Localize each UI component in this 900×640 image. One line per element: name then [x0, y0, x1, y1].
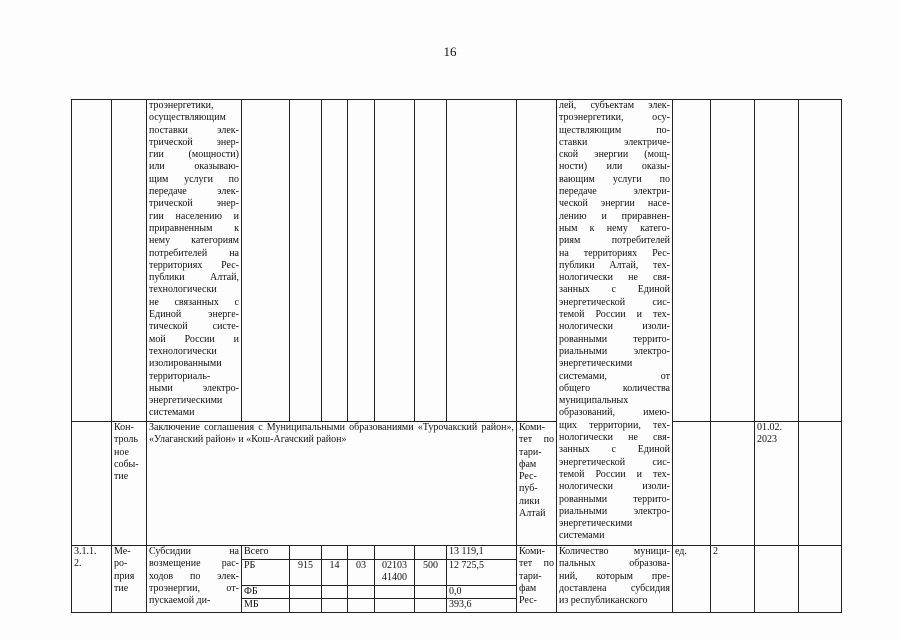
text-line: не связанных с	[149, 296, 239, 308]
text-line: 3.1.1.	[74, 546, 97, 557]
text-line: 01.02.	[757, 422, 782, 433]
text-line: пальных образова-	[559, 558, 670, 570]
text-line: тической систе-	[149, 321, 239, 333]
text-line: нологически не свя-	[559, 272, 670, 284]
text-line: системами	[149, 407, 195, 419]
text-line: ходов по элек-	[149, 570, 239, 582]
text-line: троэнергии, от-	[149, 582, 239, 594]
control-event-type	[114, 422, 144, 483]
text-line: нологически изоли-	[559, 321, 670, 333]
funding-gr	[290, 599, 322, 612]
funding-rz: 14	[322, 560, 348, 586]
text-line: прия	[114, 570, 135, 582]
text-line: темой России и тех-	[559, 468, 670, 480]
text-line: риальными электро-	[559, 345, 670, 357]
text-line: ное	[114, 446, 129, 458]
funding-rz	[322, 546, 348, 560]
funding-vr	[415, 546, 447, 560]
measure-number	[72, 546, 112, 613]
cell-source	[242, 100, 290, 422]
text-line: 2023	[757, 434, 777, 446]
measure-type-lines	[114, 546, 144, 595]
text-line: приравненным к	[149, 222, 239, 234]
text-line: энергетическими	[559, 358, 633, 370]
text-line: системами	[559, 530, 605, 542]
text-line: риям потребителей	[559, 235, 670, 247]
measure-type	[112, 546, 147, 613]
text-line: ными электро-	[149, 382, 239, 394]
text-line: Количество муници-	[559, 546, 670, 557]
funding-cs	[375, 599, 415, 612]
text-line: энергетическими	[559, 518, 633, 530]
text-line: мой России и	[149, 333, 239, 345]
text-line: нему категориям	[149, 235, 239, 247]
funding-gr	[290, 586, 322, 599]
text-line: тет по	[519, 558, 554, 570]
cell-executor	[517, 422, 557, 546]
measure-extra	[799, 546, 842, 613]
measure-date	[755, 546, 799, 613]
text-line: передаче электри-	[559, 186, 670, 198]
cell-executor	[517, 100, 557, 422]
text-line: тет по	[519, 434, 554, 446]
text-line: муниципальных	[559, 395, 629, 407]
text-line: образований, имею-	[559, 407, 670, 419]
text-line: из республиканского	[559, 595, 648, 607]
text-line: рованными террито-	[559, 333, 670, 345]
measure-number-lines	[74, 546, 109, 571]
cell-type	[112, 422, 147, 546]
funding-amount: 393,6	[447, 599, 517, 612]
funding-pr: 03	[348, 560, 375, 586]
funding-gr: 915	[290, 560, 322, 586]
description-lines	[149, 100, 239, 420]
text-line: энергетической сис-	[559, 296, 670, 308]
program-table	[71, 99, 842, 613]
text-line: ществляющим по-	[559, 124, 670, 136]
cell-unit	[673, 100, 711, 422]
measure-executor-lines	[519, 546, 554, 607]
text-line: Алтай	[519, 508, 546, 520]
cell-extra	[799, 100, 842, 422]
funding-amount: 0,0	[447, 586, 517, 599]
text-line: Коми-	[519, 546, 545, 557]
text-line: ро-	[114, 558, 128, 570]
text-line: нологически изоли-	[559, 481, 670, 493]
cell-amount	[447, 100, 517, 422]
text-line: осуществляющим	[149, 112, 226, 124]
measure-description-lines	[149, 546, 239, 607]
text-line: на территориях Рес-	[559, 247, 670, 259]
page-number: 16	[443, 44, 457, 59]
funding-pr	[348, 599, 375, 612]
cell-number	[72, 422, 112, 546]
text-line: троэнергетики, осу-	[559, 112, 670, 124]
text-line: передаче элек-	[149, 186, 239, 198]
cell-type	[112, 100, 147, 422]
text-line: Коми-	[519, 422, 545, 433]
text-line: ным к нему катего-	[559, 222, 670, 234]
funding-cs	[375, 546, 415, 560]
text-line: ставки электриче-	[559, 136, 670, 148]
funding-gr	[290, 546, 322, 560]
text-line: троэнергетики,	[149, 100, 214, 111]
table-row	[72, 422, 842, 546]
cell-date	[755, 100, 799, 422]
control-event-executor	[519, 422, 554, 520]
text-line: ской энергии (мощ-	[559, 149, 670, 161]
text-line: технологически	[149, 284, 217, 296]
cell-extra	[799, 422, 842, 546]
text-line: лению и приравнен-	[559, 210, 670, 222]
funding-rz	[322, 599, 348, 612]
cell-unit	[673, 422, 711, 546]
funding-vr	[415, 599, 447, 612]
text-line: Рес-	[519, 595, 537, 607]
cell-pr	[348, 100, 375, 422]
cell-value	[711, 422, 755, 546]
funding-rz	[322, 586, 348, 599]
text-line: тари-	[519, 570, 542, 582]
text-line: нологически не свя-	[559, 432, 670, 444]
cell-date	[755, 422, 799, 546]
text-line: Субсидии на	[149, 546, 239, 557]
text-line: возмещение рас-	[149, 558, 239, 570]
text-line: изолированными	[149, 358, 222, 370]
cell-description	[147, 100, 242, 422]
funding-source: ФБ	[242, 586, 290, 599]
text-line: гии (мощности)	[149, 149, 239, 161]
text-line: территориях Рес-	[149, 259, 239, 271]
measure-description	[147, 546, 242, 613]
text-line: тари-	[519, 446, 542, 458]
text-line: ческой энергии насе-	[559, 198, 670, 210]
funding-cs	[375, 586, 415, 599]
text-line: ности) или оказы-	[559, 161, 670, 173]
cell-vr	[415, 100, 447, 422]
measure-indicator	[557, 546, 673, 613]
funding-amount: 12 725,5	[447, 560, 517, 586]
measure-indicator-lines	[559, 546, 670, 607]
text-line: щих территории, тех-	[559, 419, 670, 431]
funding-amount: 13 119,1	[447, 546, 517, 560]
text-line: занных с Единой	[559, 284, 670, 296]
text-line: фам	[519, 582, 537, 594]
text-line: трической энер-	[149, 198, 239, 210]
text-line: вающим услуги по	[559, 173, 670, 185]
text-line: лей, субъектам элек-	[559, 100, 670, 111]
text-line: территориаль-	[149, 370, 211, 382]
text-line: 2.	[74, 558, 82, 570]
indicator-lines	[559, 100, 670, 543]
measure-executor	[517, 546, 557, 613]
text-line: тие	[114, 471, 129, 483]
cell-cs	[375, 100, 415, 422]
cell-rz	[322, 100, 348, 422]
text-line: поставки элек-	[149, 124, 239, 136]
control-event-date	[757, 422, 796, 447]
funding-vr: 500	[415, 560, 447, 586]
text-line: лики	[519, 495, 540, 507]
funding-source: РБ	[242, 560, 290, 586]
cell-value	[711, 100, 755, 422]
text-line: или оказываю-	[149, 161, 239, 173]
text-line: занных с Единой	[559, 444, 670, 456]
cell-indicator	[557, 100, 673, 546]
text-line: щим услуги по	[149, 173, 239, 185]
text-line: энергетическими	[149, 395, 223, 407]
text-line: пускаемой ди-	[149, 595, 211, 607]
cell-number	[72, 100, 112, 422]
funding-cs: 02103 41400	[375, 560, 415, 586]
funding-vr	[415, 586, 447, 599]
text-line: Единой энерге-	[149, 309, 239, 321]
measure-unit: ед.	[673, 546, 711, 613]
control-event-title: Заключение соглашения с Муниципальными образованиями «Турочакский район», «Улаганский район» и «Кош-Агачский район»	[147, 422, 517, 546]
text-line: пуб-	[519, 483, 538, 495]
text-line: системами, от	[559, 370, 670, 382]
table-row	[72, 100, 842, 422]
text-line: рованными террито-	[559, 493, 670, 505]
text-line: технологически	[149, 345, 217, 357]
text-line: энергетической сис-	[559, 456, 670, 468]
text-line: Ме-	[114, 546, 131, 557]
text-line: ний, которым пре-	[559, 570, 670, 582]
table-row	[72, 546, 842, 560]
text-line: собы-	[114, 458, 139, 470]
text-line: Рес-	[519, 471, 537, 483]
text-line: потребителей на	[149, 247, 239, 259]
text-line: публики Алтай,	[149, 272, 239, 284]
text-line: риальными электро-	[559, 505, 670, 517]
funding-source: Всего	[242, 546, 290, 560]
text-line: трической энер-	[149, 136, 239, 148]
text-line: темой России и тех-	[559, 309, 670, 321]
text-line: Кон-	[114, 422, 134, 433]
text-line: троль	[114, 434, 138, 446]
text-line: публики Алтай, тех-	[559, 259, 670, 271]
funding-pr	[348, 586, 375, 599]
funding-pr	[348, 546, 375, 560]
text-line: общего количества	[559, 382, 670, 394]
text-line: тие	[114, 582, 129, 594]
text-line: гии населению и	[149, 210, 239, 222]
text-line: фам	[519, 458, 537, 470]
text-line: доставлена субсидия	[559, 582, 670, 594]
cell-gr	[290, 100, 322, 422]
measure-target-value: 2	[711, 546, 755, 613]
funding-source: МБ	[242, 599, 290, 612]
